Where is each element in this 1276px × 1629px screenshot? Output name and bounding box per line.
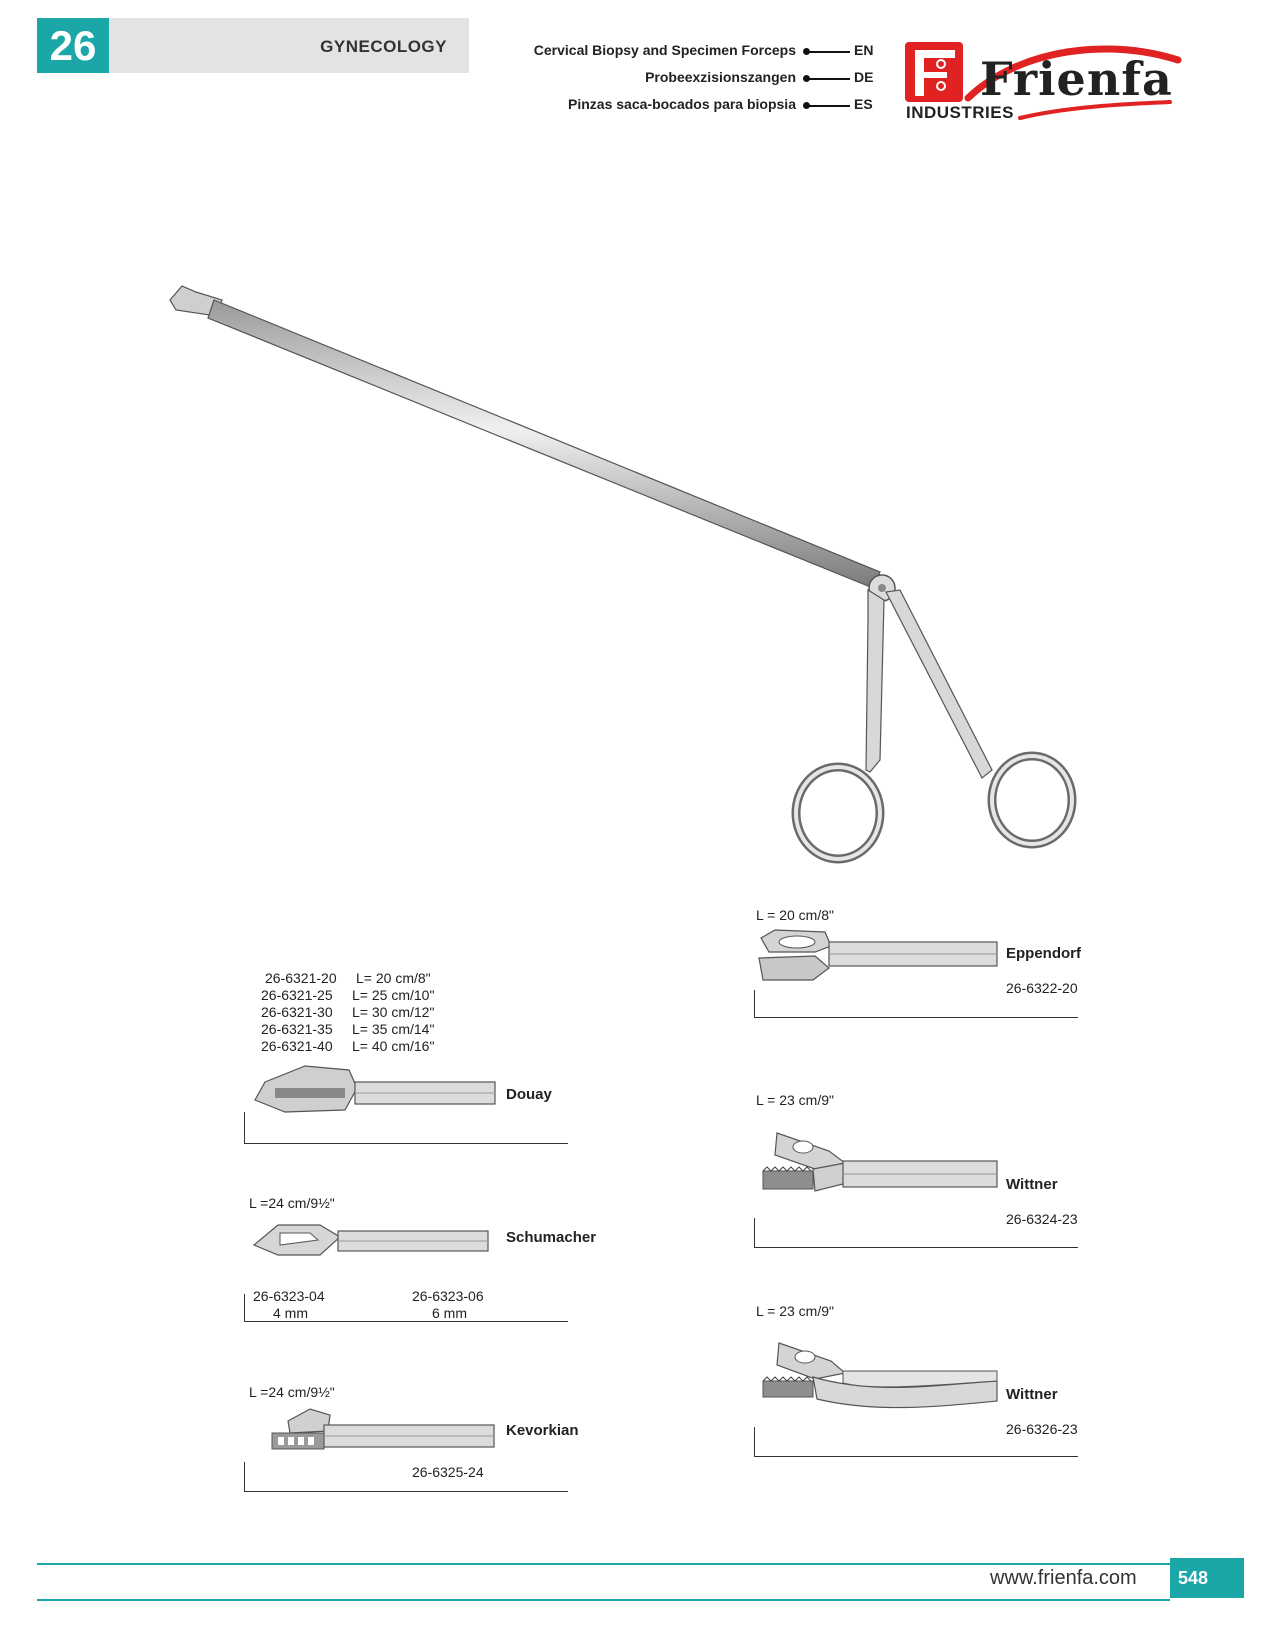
- douay-tip-illustration: [245, 1060, 505, 1120]
- bracket-line: [754, 1427, 755, 1457]
- wittner-1-length: L = 23 cm/9": [756, 1092, 834, 1108]
- douay-code-4: 26-6321-35: [261, 1021, 333, 1037]
- footer-url[interactable]: www.frienfa.com: [990, 1567, 1137, 1589]
- lang-text-es: Pinzas saca-bocados para biopsia: [568, 96, 796, 112]
- bracket-line: [244, 1491, 568, 1492]
- bracket-line: [754, 990, 755, 1018]
- wittner-2-name: Wittner: [1006, 1386, 1058, 1403]
- page-number: 548: [1170, 1558, 1244, 1598]
- footer-rule-bottom: [37, 1599, 1170, 1601]
- bracket-line: [244, 1143, 568, 1144]
- bracket-line: [754, 1218, 755, 1248]
- wittner-2-code: 26-6326-23: [1006, 1421, 1078, 1437]
- schumacher-length: L =24 cm/9½": [249, 1195, 335, 1211]
- douay-length-1: L= 20 cm/8": [356, 970, 431, 986]
- douay-code-3: 26-6321-30: [261, 1004, 333, 1020]
- bracket-line: [244, 1321, 568, 1322]
- kevorkian-name: Kevorkian: [506, 1422, 579, 1439]
- bracket-line: [754, 1247, 1078, 1248]
- douay-code-1: 26-6321-20: [265, 970, 337, 986]
- wittner-1-code: 26-6324-23: [1006, 1211, 1078, 1227]
- lang-code-en: EN: [854, 42, 874, 58]
- footer-rule-top: [37, 1563, 1244, 1565]
- schumacher-size-1: 4 mm: [273, 1305, 308, 1321]
- kevorkian-code: 26-6325-24: [412, 1464, 484, 1480]
- douay-code-2: 26-6321-25: [261, 987, 333, 1003]
- bracket-line: [244, 1294, 245, 1322]
- wittner-1-name: Wittner: [1006, 1176, 1058, 1193]
- douay-length-2: L= 25 cm/10": [352, 987, 435, 1003]
- bracket-line: [244, 1462, 245, 1492]
- bracket-line: [754, 1456, 1078, 1457]
- douay-length-5: L= 40 cm/16": [352, 1038, 435, 1054]
- eppendorf-tip-illustration: [755, 928, 1005, 988]
- lang-code-es: ES: [854, 96, 873, 112]
- wittner-2-length: L = 23 cm/9": [756, 1303, 834, 1319]
- eppendorf-name: Eppendorf: [1006, 945, 1081, 962]
- lang-text-de: Probeexzisionszangen: [645, 69, 796, 85]
- schumacher-size-2: 6 mm: [432, 1305, 467, 1321]
- lang-text-en: Cervical Biopsy and Specimen Forceps: [533, 42, 796, 58]
- schumacher-code-2: 26-6323-06: [412, 1288, 484, 1304]
- logo-name: Frienfa: [980, 52, 1173, 106]
- lang-code-de: DE: [854, 69, 874, 85]
- wittner-1-tip-illustration: [755, 1125, 1005, 1215]
- eppendorf-length: L = 20 cm/8": [756, 907, 834, 923]
- schumacher-name: Schumacher: [506, 1229, 597, 1246]
- douay-length-3: L= 30 cm/12": [352, 1004, 435, 1020]
- schumacher-tip-illustration: [250, 1215, 500, 1265]
- chapter-title: GYNECOLOGY: [320, 37, 447, 56]
- kevorkian-length: L =24 cm/9½": [249, 1384, 335, 1400]
- bracket-line: [244, 1112, 245, 1144]
- schumacher-code-1: 26-6323-04: [253, 1288, 325, 1304]
- eppendorf-code: 26-6322-20: [1006, 980, 1078, 996]
- kevorkian-tip-illustration: [270, 1405, 500, 1455]
- logo-subtitle: INDUSTRIES: [906, 103, 1014, 122]
- wittner-2-tip-illustration: [755, 1335, 1005, 1425]
- bracket-line: [754, 1017, 1078, 1018]
- douay-name: Douay: [506, 1086, 552, 1103]
- douay-code-5: 26-6321-40: [261, 1038, 333, 1054]
- douay-length-4: L= 35 cm/14": [352, 1021, 435, 1037]
- chapter-number: 26: [37, 18, 109, 73]
